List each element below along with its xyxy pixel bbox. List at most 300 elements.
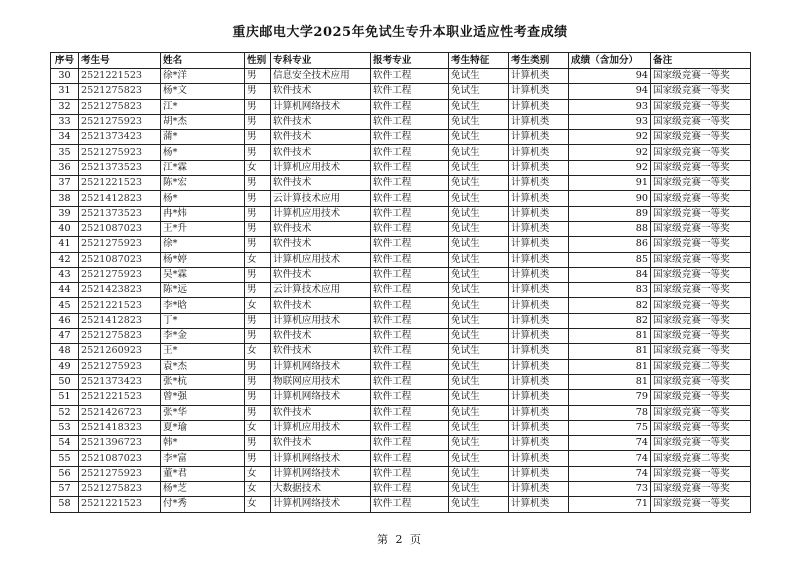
- cell-college-major: 计算机应用技术: [271, 206, 371, 221]
- cell-applied-major: 软件工程: [371, 420, 449, 435]
- cell-exam-no: 2521275923: [79, 145, 161, 160]
- cell-applied-major: 软件工程: [371, 344, 449, 359]
- cell-remark: 国家级竞赛一等奖: [651, 191, 751, 206]
- cell-feature: 免试生: [449, 344, 509, 359]
- cell-feature: 免试生: [449, 451, 509, 466]
- cell-college-major: 软件技术: [271, 329, 371, 344]
- page-number: 第 2 页: [377, 533, 423, 546]
- cell-exam-no: 2521396723: [79, 436, 161, 451]
- cell-seq: 52: [51, 405, 79, 420]
- cell-applied-major: 软件工程: [371, 221, 449, 236]
- table-row: [51, 497, 751, 512]
- cell-gender: 男: [245, 84, 271, 99]
- cell-college-major: 计算机网络技术: [271, 466, 371, 481]
- cell-college-major: 软件技术: [271, 130, 371, 145]
- cell-score: 94: [569, 69, 651, 84]
- cell-category: 计算机类: [509, 206, 569, 221]
- cell-gender: 女: [245, 482, 271, 497]
- cell-exam-no: 2521087023: [79, 451, 161, 466]
- cell-college-major: 软件技术: [271, 267, 371, 282]
- cell-gender: 男: [245, 451, 271, 466]
- cell-name: 徐*洋: [161, 69, 245, 84]
- cell-applied-major: 软件工程: [371, 283, 449, 298]
- cell-applied-major: 软件工程: [371, 252, 449, 267]
- cell-feature: 免试生: [449, 329, 509, 344]
- cell-name: 李*金: [161, 329, 245, 344]
- cell-feature: 免试生: [449, 99, 509, 114]
- cell-college-major: 计算机网络技术: [271, 497, 371, 512]
- table-body: [51, 69, 751, 513]
- cell-feature: 免试生: [449, 390, 509, 405]
- table-row: [51, 436, 751, 451]
- cell-category: 计算机类: [509, 329, 569, 344]
- cell-remark: 国家级竞赛一等奖: [651, 145, 751, 160]
- cell-college-major: 软件技术: [271, 176, 371, 191]
- cell-seq: 41: [51, 237, 79, 252]
- cell-remark: 国家级竞赛一等奖: [651, 329, 751, 344]
- cell-college-major: 软件技术: [271, 344, 371, 359]
- cell-category: 计算机类: [509, 69, 569, 84]
- header-college-major: 专科专业: [271, 53, 371, 69]
- table-row: [51, 99, 751, 114]
- cell-score: 73: [569, 482, 651, 497]
- cell-exam-no: 2521275823: [79, 84, 161, 99]
- cell-gender: 男: [245, 145, 271, 160]
- cell-seq: 37: [51, 176, 79, 191]
- cell-category: 计算机类: [509, 114, 569, 129]
- cell-feature: 免试生: [449, 237, 509, 252]
- cell-seq: 57: [51, 482, 79, 497]
- cell-name: 陈*远: [161, 283, 245, 298]
- cell-name: 江*霖: [161, 160, 245, 175]
- cell-category: 计算机类: [509, 298, 569, 313]
- cell-gender: 男: [245, 206, 271, 221]
- cell-exam-no: 2521373523: [79, 160, 161, 175]
- cell-college-major: 信息安全技术应用: [271, 69, 371, 84]
- cell-name: 董*君: [161, 466, 245, 481]
- table-row: [51, 313, 751, 328]
- cell-seq: 39: [51, 206, 79, 221]
- cell-college-major: 云计算技术应用: [271, 191, 371, 206]
- cell-remark: 国家级竞赛一等奖: [651, 176, 751, 191]
- cell-exam-no: 2521221523: [79, 497, 161, 512]
- cell-remark: 国家级竞赛一等奖: [651, 114, 751, 129]
- cell-seq: 51: [51, 390, 79, 405]
- cell-seq: 40: [51, 221, 79, 236]
- cell-name: 张*杭: [161, 374, 245, 389]
- cell-seq: 50: [51, 374, 79, 389]
- cell-seq: 35: [51, 145, 79, 160]
- table-row: [51, 237, 751, 252]
- cell-name: 杨*婷: [161, 252, 245, 267]
- table-row: [51, 359, 751, 374]
- cell-gender: 男: [245, 267, 271, 282]
- cell-gender: 男: [245, 221, 271, 236]
- cell-score: 81: [569, 374, 651, 389]
- cell-score: 82: [569, 298, 651, 313]
- cell-college-major: 计算机应用技术: [271, 313, 371, 328]
- cell-category: 计算机类: [509, 420, 569, 435]
- cell-remark: 国家级竞赛一等奖: [651, 466, 751, 481]
- cell-applied-major: 软件工程: [371, 267, 449, 282]
- table-header: [51, 53, 751, 69]
- cell-feature: 免试生: [449, 359, 509, 374]
- header-name: 姓名: [161, 53, 245, 69]
- cell-gender: 男: [245, 390, 271, 405]
- cell-applied-major: 软件工程: [371, 99, 449, 114]
- cell-exam-no: 2521221523: [79, 69, 161, 84]
- cell-exam-no: 2521275823: [79, 99, 161, 114]
- cell-category: 计算机类: [509, 160, 569, 175]
- cell-applied-major: 软件工程: [371, 390, 449, 405]
- cell-gender: 男: [245, 405, 271, 420]
- cell-remark: 国家级竞赛一等奖: [651, 84, 751, 99]
- cell-exam-no: 2521423823: [79, 283, 161, 298]
- cell-college-major: 软件技术: [271, 84, 371, 99]
- cell-feature: 免试生: [449, 206, 509, 221]
- cell-category: 计算机类: [509, 221, 569, 236]
- table-row: [51, 252, 751, 267]
- cell-gender: 女: [245, 252, 271, 267]
- table-row: [51, 206, 751, 221]
- header-seq: 序号: [51, 53, 79, 69]
- cell-score: 90: [569, 191, 651, 206]
- cell-remark: 国家级竞赛一等奖: [651, 252, 751, 267]
- cell-college-major: 计算机网络技术: [271, 99, 371, 114]
- cell-remark: 国家级竞赛一等奖: [651, 221, 751, 236]
- cell-exam-no: 2521221523: [79, 176, 161, 191]
- cell-college-major: 软件技术: [271, 145, 371, 160]
- table-row: [51, 344, 751, 359]
- cell-name: 徐*: [161, 237, 245, 252]
- table-row: [51, 114, 751, 129]
- cell-seq: 33: [51, 114, 79, 129]
- table-row: [51, 451, 751, 466]
- cell-category: 计算机类: [509, 99, 569, 114]
- cell-feature: 免试生: [449, 374, 509, 389]
- cell-feature: 免试生: [449, 466, 509, 481]
- cell-applied-major: 软件工程: [371, 145, 449, 160]
- cell-college-major: 软件技术: [271, 237, 371, 252]
- cell-feature: 免试生: [449, 160, 509, 175]
- cell-applied-major: 软件工程: [371, 84, 449, 99]
- cell-score: 92: [569, 130, 651, 145]
- cell-score: 79: [569, 390, 651, 405]
- table-row: [51, 145, 751, 160]
- cell-feature: 免试生: [449, 283, 509, 298]
- cell-score: 74: [569, 466, 651, 481]
- cell-score: 89: [569, 206, 651, 221]
- cell-exam-no: 2521275923: [79, 466, 161, 481]
- cell-name: 曾*强: [161, 390, 245, 405]
- cell-exam-no: 2521275823: [79, 329, 161, 344]
- cell-exam-no: 2521373423: [79, 374, 161, 389]
- table-row: [51, 466, 751, 481]
- header-row: [51, 53, 751, 69]
- cell-exam-no: 2521275923: [79, 114, 161, 129]
- cell-feature: 免试生: [449, 420, 509, 435]
- cell-name: 付*秀: [161, 497, 245, 512]
- cell-college-major: 软件技术: [271, 298, 371, 313]
- cell-name: 杨*: [161, 191, 245, 206]
- cell-name: 胡*杰: [161, 114, 245, 129]
- cell-gender: 女: [245, 466, 271, 481]
- cell-name: 江*: [161, 99, 245, 114]
- cell-feature: 免试生: [449, 176, 509, 191]
- cell-gender: 男: [245, 99, 271, 114]
- cell-applied-major: 软件工程: [371, 451, 449, 466]
- cell-college-major: 软件技术: [271, 114, 371, 129]
- cell-score: 94: [569, 84, 651, 99]
- cell-college-major: 云计算技术应用: [271, 283, 371, 298]
- cell-seq: 49: [51, 359, 79, 374]
- cell-category: 计算机类: [509, 237, 569, 252]
- cell-feature: 免试生: [449, 114, 509, 129]
- cell-exam-no: 2521221523: [79, 298, 161, 313]
- cell-score: 83: [569, 283, 651, 298]
- cell-gender: 女: [245, 344, 271, 359]
- cell-seq: 42: [51, 252, 79, 267]
- cell-remark: 国家级竞赛二等奖: [651, 359, 751, 374]
- cell-feature: 免试生: [449, 221, 509, 236]
- cell-remark: 国家级竞赛一等奖: [651, 237, 751, 252]
- cell-seq: 56: [51, 466, 79, 481]
- cell-applied-major: 软件工程: [371, 436, 449, 451]
- table-row: [51, 160, 751, 175]
- cell-category: 计算机类: [509, 482, 569, 497]
- cell-remark: 国家级竞赛一等奖: [651, 298, 751, 313]
- cell-remark: 国家级竞赛一等奖: [651, 130, 751, 145]
- cell-applied-major: 软件工程: [371, 497, 449, 512]
- cell-remark: 国家级竞赛一等奖: [651, 283, 751, 298]
- cell-seq: 31: [51, 84, 79, 99]
- cell-score: 81: [569, 329, 651, 344]
- cell-seq: 45: [51, 298, 79, 313]
- cell-feature: 免试生: [449, 267, 509, 282]
- cell-category: 计算机类: [509, 466, 569, 481]
- cell-score: 88: [569, 221, 651, 236]
- cell-name: 张*华: [161, 405, 245, 420]
- cell-applied-major: 软件工程: [371, 160, 449, 175]
- cell-feature: 免试生: [449, 252, 509, 267]
- cell-exam-no: 2521275823: [79, 482, 161, 497]
- cell-score: 71: [569, 497, 651, 512]
- cell-gender: 男: [245, 329, 271, 344]
- cell-name: 陈*宏: [161, 176, 245, 191]
- header-gender: 性别: [245, 53, 271, 69]
- cell-gender: 女: [245, 160, 271, 175]
- cell-gender: 女: [245, 497, 271, 512]
- cell-gender: 男: [245, 359, 271, 374]
- cell-score: 85: [569, 252, 651, 267]
- cell-gender: 男: [245, 436, 271, 451]
- cell-exam-no: 2521426723: [79, 405, 161, 420]
- table-row: [51, 482, 751, 497]
- cell-college-major: 计算机网络技术: [271, 451, 371, 466]
- header-feature: 考生特征: [449, 53, 509, 69]
- cell-seq: 58: [51, 497, 79, 512]
- cell-name: 杨*: [161, 145, 245, 160]
- cell-gender: 男: [245, 374, 271, 389]
- cell-feature: 免试生: [449, 298, 509, 313]
- cell-category: 计算机类: [509, 451, 569, 466]
- cell-category: 计算机类: [509, 191, 569, 206]
- table-row: [51, 405, 751, 420]
- cell-remark: 国家级竞赛二等奖: [651, 451, 751, 466]
- cell-applied-major: 软件工程: [371, 313, 449, 328]
- cell-gender: 男: [245, 283, 271, 298]
- cell-college-major: 计算机应用技术: [271, 420, 371, 435]
- cell-seq: 30: [51, 69, 79, 84]
- table-row: [51, 176, 751, 191]
- cell-seq: 44: [51, 283, 79, 298]
- cell-category: 计算机类: [509, 252, 569, 267]
- table-row: [51, 283, 751, 298]
- cell-gender: 女: [245, 298, 271, 313]
- cell-remark: 国家级竞赛一等奖: [651, 390, 751, 405]
- cell-category: 计算机类: [509, 130, 569, 145]
- cell-remark: 国家级竞赛一等奖: [651, 206, 751, 221]
- cell-exam-no: 2521418323: [79, 420, 161, 435]
- table-row: [51, 329, 751, 344]
- header-score: 成绩（含加分）: [569, 53, 651, 69]
- cell-feature: 免试生: [449, 69, 509, 84]
- cell-category: 计算机类: [509, 359, 569, 374]
- cell-college-major: 物联网应用技术: [271, 374, 371, 389]
- cell-applied-major: 软件工程: [371, 130, 449, 145]
- cell-gender: 男: [245, 176, 271, 191]
- cell-exam-no: 2521412823: [79, 313, 161, 328]
- table-row: [51, 374, 751, 389]
- cell-category: 计算机类: [509, 390, 569, 405]
- cell-feature: 免试生: [449, 497, 509, 512]
- cell-name: 丁*: [161, 313, 245, 328]
- cell-gender: 女: [245, 420, 271, 435]
- cell-remark: 国家级竞赛一等奖: [651, 267, 751, 282]
- cell-category: 计算机类: [509, 313, 569, 328]
- cell-seq: 36: [51, 160, 79, 175]
- cell-name: 杨*文: [161, 84, 245, 99]
- cell-applied-major: 软件工程: [371, 329, 449, 344]
- cell-applied-major: 软件工程: [371, 206, 449, 221]
- cell-score: 82: [569, 313, 651, 328]
- table-row: [51, 130, 751, 145]
- cell-college-major: 计算机应用技术: [271, 160, 371, 175]
- cell-name: 吴*霖: [161, 267, 245, 282]
- cell-remark: 国家级竞赛一等奖: [651, 436, 751, 451]
- cell-remark: 国家级竞赛一等奖: [651, 497, 751, 512]
- cell-score: 92: [569, 160, 651, 175]
- cell-name: 杨*芝: [161, 482, 245, 497]
- cell-score: 92: [569, 145, 651, 160]
- cell-seq: 43: [51, 267, 79, 282]
- cell-college-major: 软件技术: [271, 436, 371, 451]
- cell-category: 计算机类: [509, 405, 569, 420]
- cell-seq: 47: [51, 329, 79, 344]
- cell-remark: 国家级竞赛一等奖: [651, 344, 751, 359]
- cell-applied-major: 软件工程: [371, 176, 449, 191]
- cell-applied-major: 软件工程: [371, 482, 449, 497]
- document-title: 重庆邮电大学2025年免试生专升本职业适应性考查成绩: [232, 25, 568, 40]
- cell-exam-no: 2521275923: [79, 237, 161, 252]
- cell-seq: 38: [51, 191, 79, 206]
- cell-name: 韩*: [161, 436, 245, 451]
- cell-remark: 国家级竞赛一等奖: [651, 374, 751, 389]
- cell-name: 王*升: [161, 221, 245, 236]
- cell-category: 计算机类: [509, 145, 569, 160]
- cell-score: 93: [569, 99, 651, 114]
- cell-category: 计算机类: [509, 344, 569, 359]
- cell-college-major: 大数据技术: [271, 482, 371, 497]
- cell-name: 蒲*: [161, 130, 245, 145]
- cell-category: 计算机类: [509, 176, 569, 191]
- cell-score: 75: [569, 420, 651, 435]
- cell-exam-no: 2521373523: [79, 206, 161, 221]
- cell-name: 王*: [161, 344, 245, 359]
- cell-remark: 国家级竞赛一等奖: [651, 420, 751, 435]
- cell-category: 计算机类: [509, 497, 569, 512]
- cell-score: 78: [569, 405, 651, 420]
- cell-feature: 免试生: [449, 405, 509, 420]
- cell-applied-major: 软件工程: [371, 114, 449, 129]
- table-row: [51, 191, 751, 206]
- cell-gender: 男: [245, 114, 271, 129]
- cell-seq: 46: [51, 313, 79, 328]
- cell-score: 81: [569, 344, 651, 359]
- cell-name: 李*富: [161, 451, 245, 466]
- cell-applied-major: 软件工程: [371, 237, 449, 252]
- cell-seq: 55: [51, 451, 79, 466]
- cell-college-major: 计算机网络技术: [271, 359, 371, 374]
- cell-remark: 国家级竞赛一等奖: [651, 313, 751, 328]
- cell-seq: 48: [51, 344, 79, 359]
- cell-name: 李*晗: [161, 298, 245, 313]
- cell-college-major: 软件技术: [271, 221, 371, 236]
- cell-name: 冉*炜: [161, 206, 245, 221]
- cell-score: 74: [569, 436, 651, 451]
- cell-name: 袁*杰: [161, 359, 245, 374]
- cell-score: 86: [569, 237, 651, 252]
- cell-remark: 国家级竞赛一等奖: [651, 69, 751, 84]
- cell-category: 计算机类: [509, 283, 569, 298]
- cell-exam-no: 2521412823: [79, 191, 161, 206]
- cell-seq: 32: [51, 99, 79, 114]
- cell-score: 84: [569, 267, 651, 282]
- cell-feature: 免试生: [449, 191, 509, 206]
- cell-exam-no: 2521373423: [79, 130, 161, 145]
- cell-category: 计算机类: [509, 436, 569, 451]
- cell-feature: 免试生: [449, 482, 509, 497]
- cell-college-major: 计算机应用技术: [271, 252, 371, 267]
- cell-gender: 男: [245, 69, 271, 84]
- cell-name: 夏*瑜: [161, 420, 245, 435]
- cell-remark: 国家级竞赛一等奖: [651, 160, 751, 175]
- cell-category: 计算机类: [509, 267, 569, 282]
- cell-applied-major: 软件工程: [371, 374, 449, 389]
- cell-remark: 国家级竞赛一等奖: [651, 99, 751, 114]
- cell-seq: 54: [51, 436, 79, 451]
- cell-gender: 男: [245, 130, 271, 145]
- cell-score: 91: [569, 176, 651, 191]
- cell-exam-no: 2521275923: [79, 359, 161, 374]
- table-row: [51, 221, 751, 236]
- score-table: [50, 52, 751, 513]
- cell-feature: 免试生: [449, 84, 509, 99]
- cell-feature: 免试生: [449, 130, 509, 145]
- cell-score: 93: [569, 114, 651, 129]
- cell-exam-no: 2521087023: [79, 252, 161, 267]
- cell-applied-major: 软件工程: [371, 298, 449, 313]
